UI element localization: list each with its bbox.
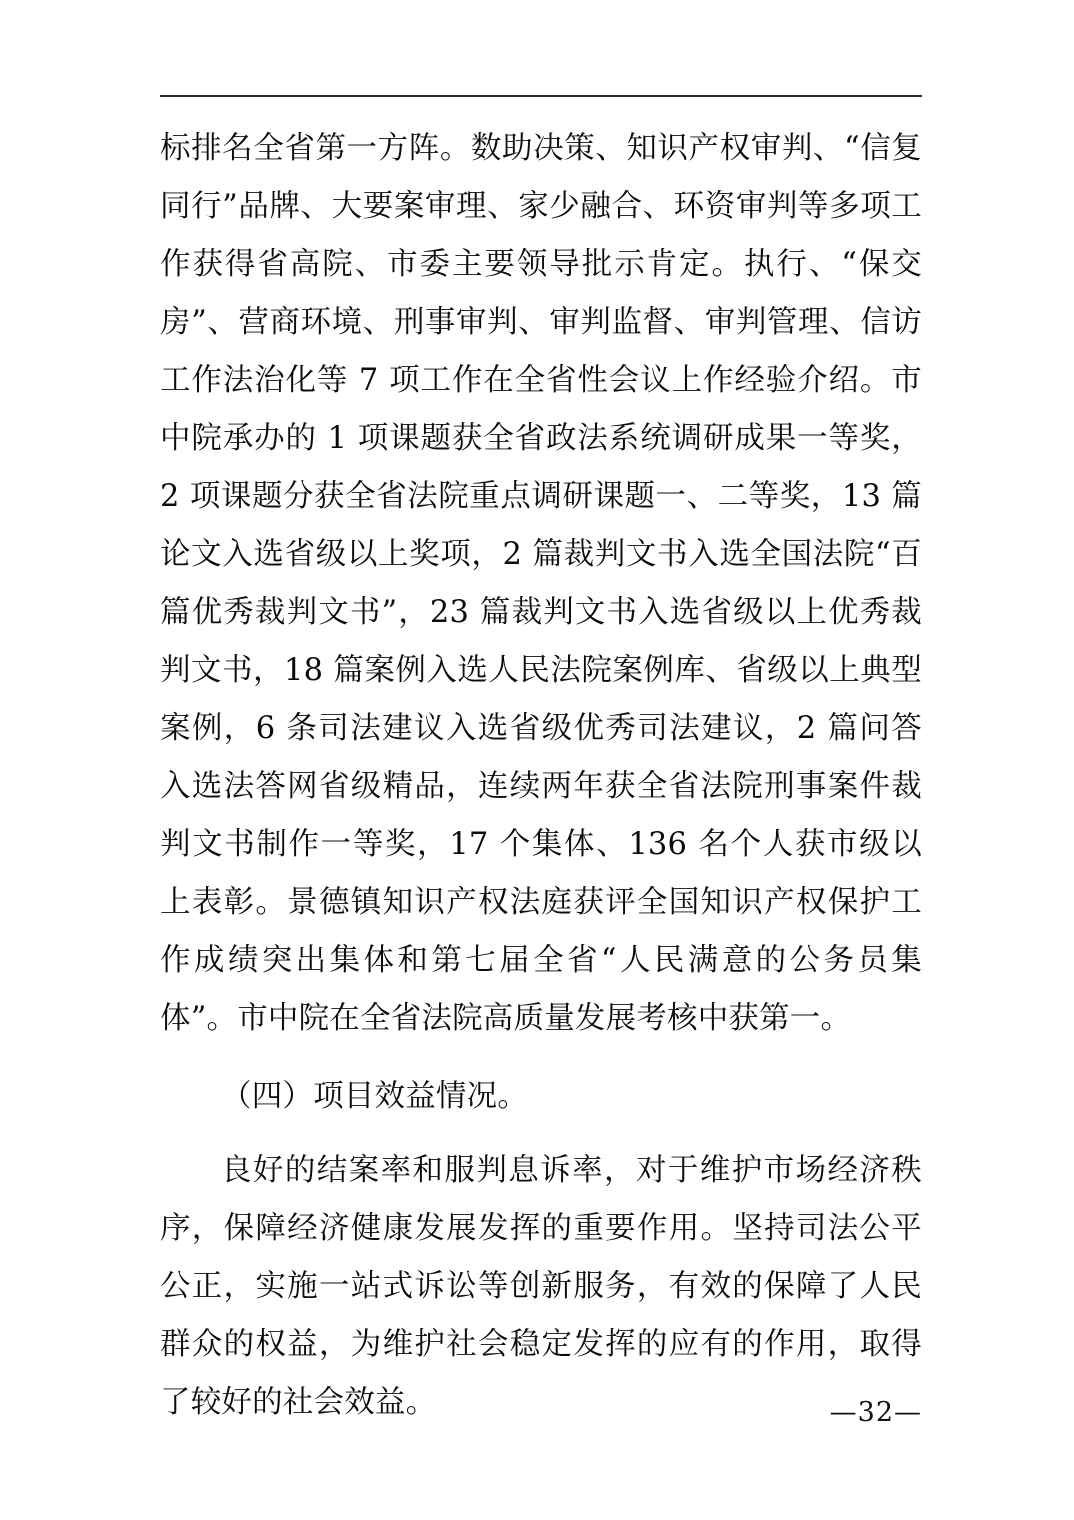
heading-spacer bbox=[160, 1126, 922, 1142]
page-content bbox=[160, 120, 922, 1432]
paragraph-continuation: 标排名全省第一方阵。数助决策、知识产权审判、“信复同行”品牌、大要案审理、家少融合、环资审判等多项工作获得省高院、市委主要领导批示肯定。执行、“保交房”、营商环境、刑事审判、审判监督、审判管理、信访工作法治化等 7 项工作在全省性会议上作经验介绍。市中院承办的 1 项课题获全省政法系统调研成果一等奖，2 项课题分获全省法院重点调研课题一、二等奖，13 篇论文入选省级以上奖项，2 篇裁判文书入选全国法院“百篇优秀裁判文书”，23 篇裁判文书入选省级以上优秀裁判文书，18 篇案例入选人民法院案例库、省级以上典型案例，6 条司法建议入选省级优秀司法建议，2 篇问答入选法答网省级精品，连续两年获全省法院刑事案件裁判文书制作一等奖，17 个集体、136 名个人获市级以上表彰。景德镇知识产权法庭获评全国知识产权保护工作成绩突出集体和第七届全省“人民满意的公务员集体”。市中院在全省法院高质量发展考核中获第一。 bbox=[160, 131, 922, 1036]
page-number: —32— bbox=[829, 1397, 922, 1428]
header-divider bbox=[160, 95, 922, 97]
section-heading: （四）项目效益情况。 bbox=[221, 1079, 528, 1114]
paragraph-benefits: 良好的结案率和服判息诉率，对于维护市场经济秩序，保障经济健康发展发挥的重要作用。坚持司法公平公正，实施一站式诉讼等创新服务，有效的保障了人民群众的权益，为维护社会稳定发挥的应有的作用，取得了较好的社会效益。 bbox=[160, 1153, 922, 1420]
paragraph-spacer bbox=[160, 1048, 922, 1062]
